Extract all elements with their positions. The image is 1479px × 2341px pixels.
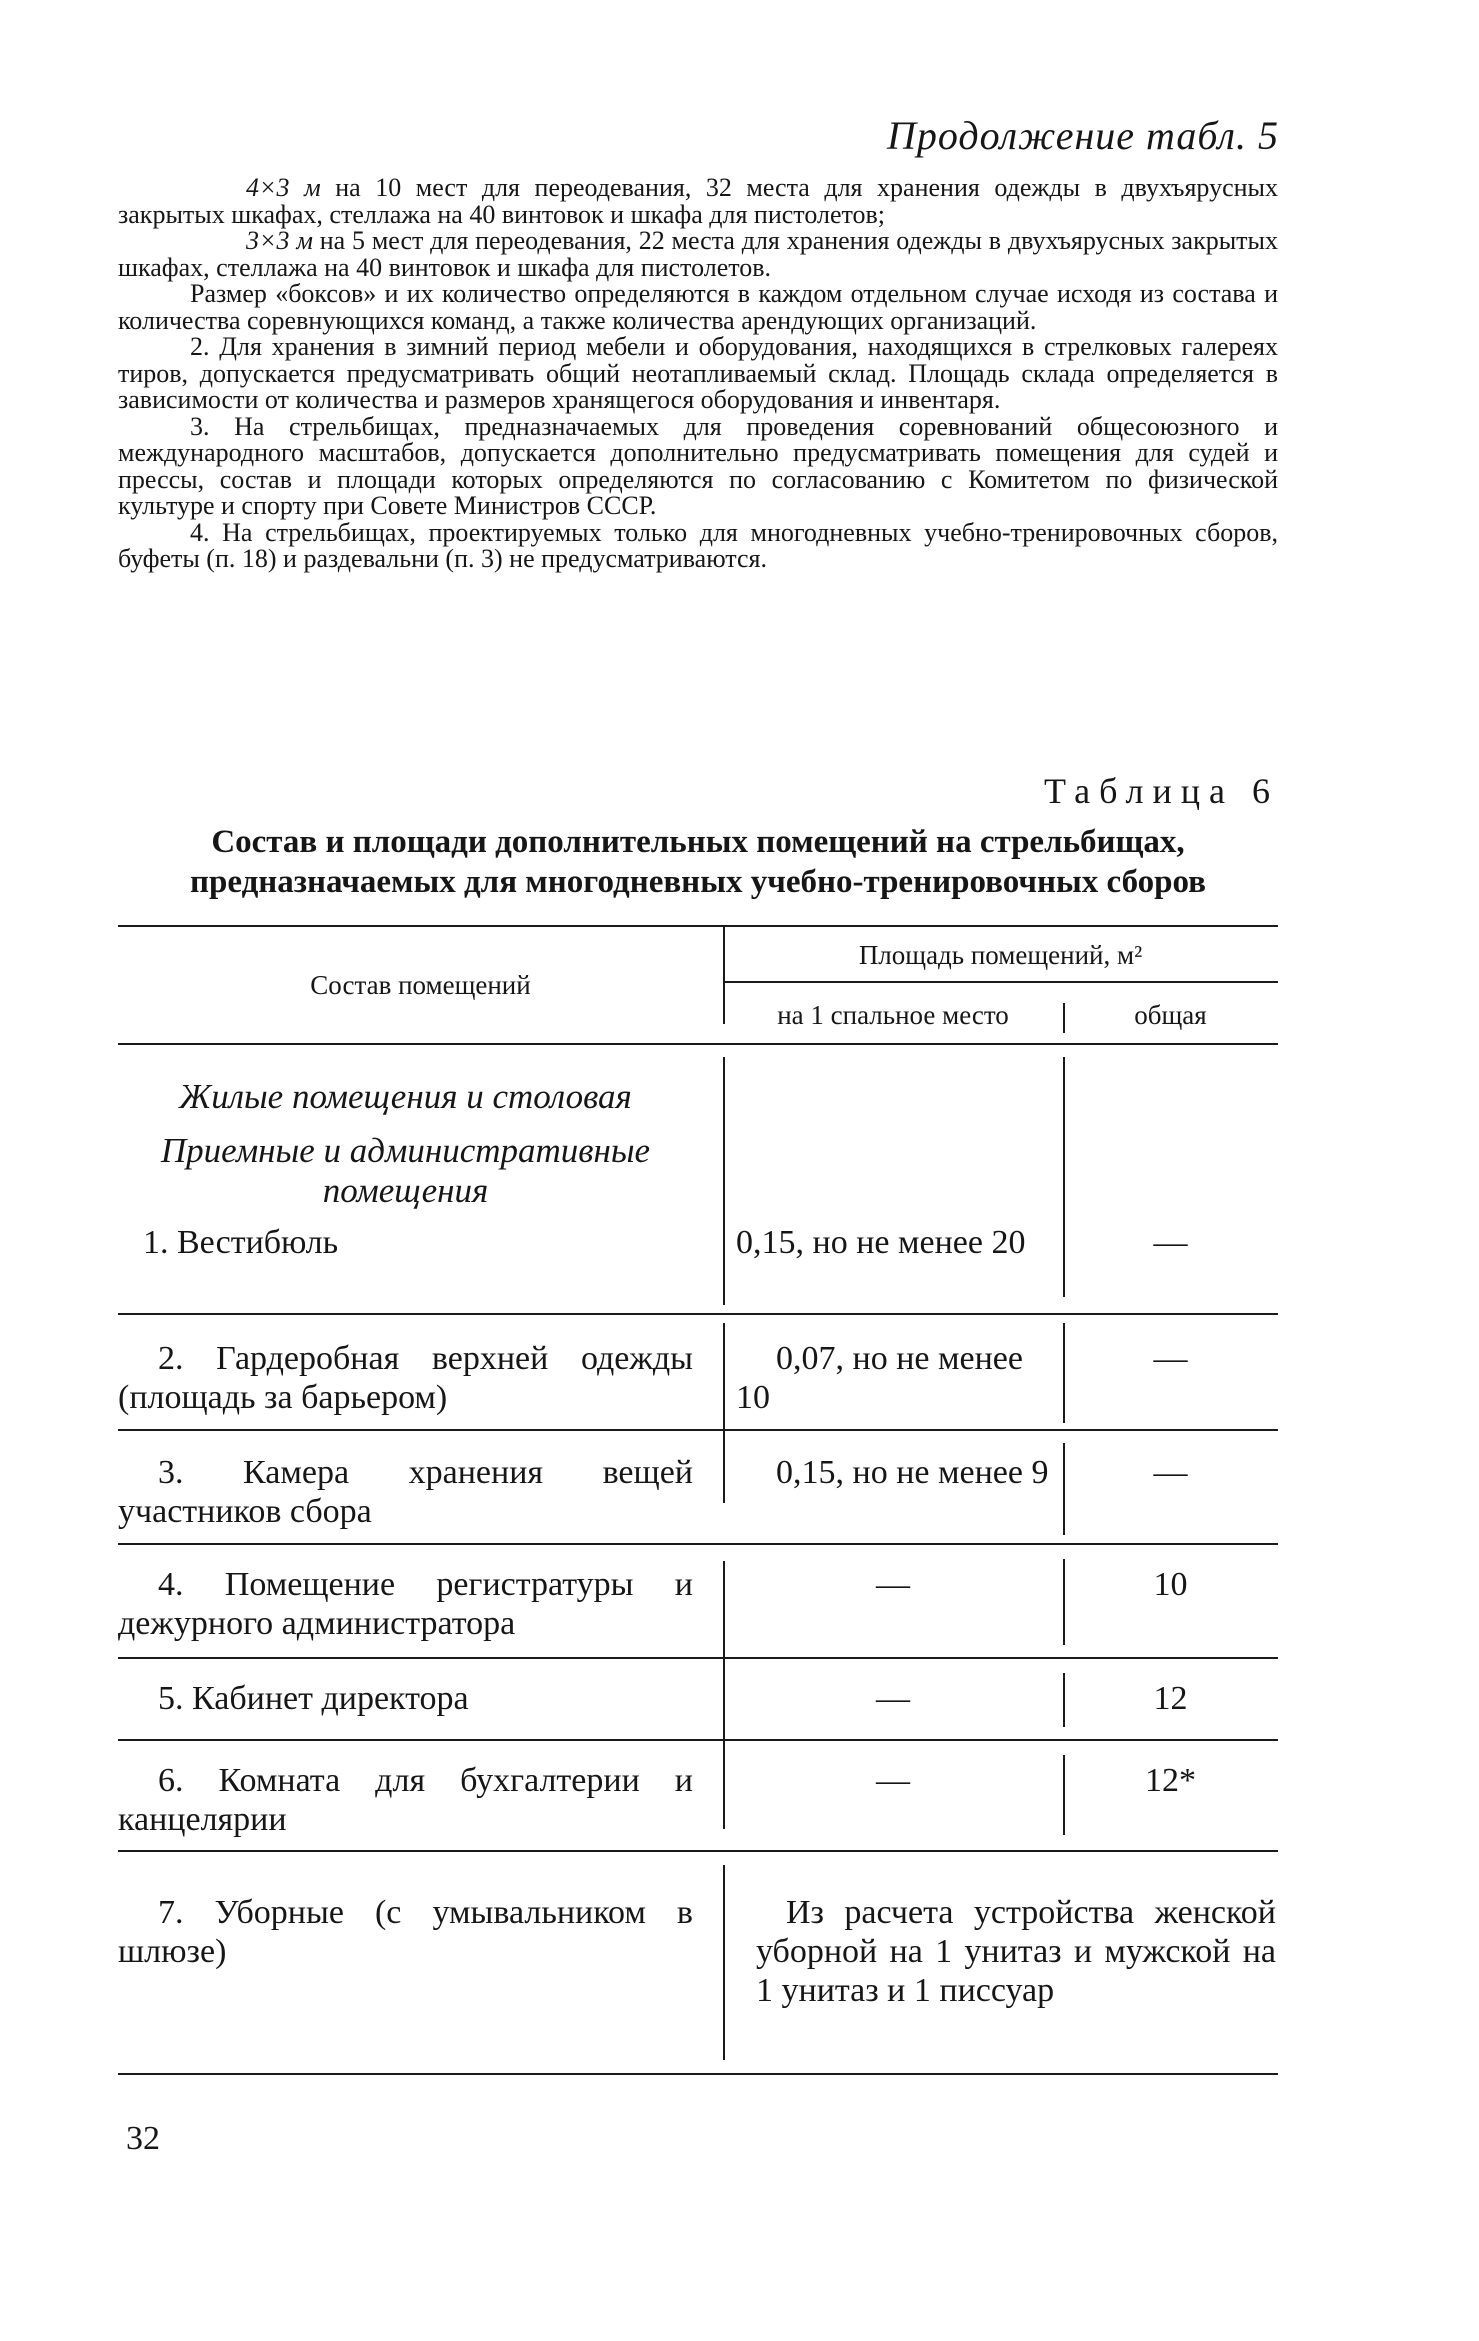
- area-total: —: [1153, 1454, 1188, 1491]
- rooms-table: [118, 925, 1278, 2075]
- note-paragraph: Размер «боксов» и их количество определяются в каждом отдельном случае исходя из состава и количества соревнующихся команд, а также количества арендующих организаций.: [118, 279, 1278, 335]
- table-notes: [118, 175, 1278, 573]
- note-paragraph: 4. На стрельбищах, проектируемых только для многодневных учебно-тренировочных сборов, буфеты (п. 18) и раздевальни (п. 3) не предусматриваются.: [118, 517, 1278, 573]
- room-name: 7. Уборные (с умывальником в шлюзе): [118, 1894, 693, 1970]
- row-divider: [118, 1313, 1278, 1315]
- column-rule: [723, 1323, 725, 1503]
- header-total: общая: [1134, 1000, 1207, 1030]
- header-group-rule: [723, 981, 1278, 983]
- column-rule: [723, 1057, 725, 1305]
- area-total: 10: [1153, 1566, 1188, 1603]
- header-per-place: на 1 спальное место: [777, 1000, 1009, 1030]
- table-bottom-rule: [118, 2073, 1278, 2075]
- header-bottom-rule: [118, 1043, 1278, 1045]
- area-total: 12*: [1145, 1762, 1196, 1799]
- note-paragraph: 2. Для хранения в зимний период мебели и оборудования, находящихся в стрелковых галереях тиров, допускается предусматривать общий неотапливаемый склад. Площадь склада определяется в зависимости от количества и размеров хранящегося оборудования и инвентаря.: [118, 332, 1278, 414]
- note-paragraph: 4×3 м на 10 мест для переодевания, 32 места для хранения одежды в двухъярусных закрытых шкафах, стеллажа на 40 винтовок и шкафа для пистолетов;: [118, 173, 1279, 229]
- area-per-place: 0,07, но не менее 10: [736, 1340, 1023, 1416]
- area-total: —: [1153, 1340, 1188, 1377]
- row-divider: [118, 1850, 1278, 1852]
- room-name: 4. Помещение регистратуры и дежурного администратора: [118, 1566, 693, 1642]
- room-size: 3×3 м: [246, 226, 313, 255]
- header-rooms: Состав помещений: [310, 970, 531, 1000]
- section-heading: Приемные и административные помещения: [160, 1131, 651, 1210]
- area-per-place: 0,15, но не менее 9: [776, 1454, 1049, 1491]
- table-number: Таблица 6: [1044, 771, 1279, 811]
- continuation-header: Продолжение табл. 5: [886, 113, 1279, 158]
- area-merged-note: Из расчета устройства женской уборной на 1 унитаз и мужской на 1 унитаз и 1 писсуар: [756, 1894, 1276, 2009]
- room-name: 5. Кабинет директора: [158, 1680, 469, 1717]
- page-number: 32: [126, 2120, 160, 2157]
- room-name: 6. Комната для бухгалтерии и канцелярии: [118, 1762, 693, 1838]
- row-divider: [118, 1429, 1278, 1431]
- area-per-place: —: [876, 1762, 910, 1799]
- area-per-place: —: [876, 1680, 910, 1717]
- row-divider: [118, 1543, 1278, 1545]
- area-per-place: 0,15, но не менее 20: [736, 1224, 1026, 1261]
- row-divider: [118, 1739, 1278, 1741]
- row-divider: [118, 1657, 1278, 1659]
- header-area-group: Площадь помещений, м²: [858, 940, 1143, 970]
- area-per-place: —: [876, 1566, 910, 1603]
- room-name: 2. Гардеробная верхней одежды (площадь за барьером): [118, 1340, 693, 1416]
- room-name: 1. Вестибюль: [143, 1224, 339, 1261]
- section-heading: Жилые помещения и столовая: [179, 1077, 632, 1116]
- table-title: Состав и площади дополнительных помещений на стрельбищах, предназначаемых для многодневных учебно-тренировочных сборов: [190, 824, 1206, 900]
- note-paragraph: 3. На стрельбищах, предназначаемых для проведения соревнований общесоюзного и международного масштабов, допускается дополнительно предусматривать помещения для судей и прессы, состав и площади которых определяются по согласованию с Комитетом по физической культуре и спорту при Совете Министров СССР.: [118, 411, 1278, 520]
- area-total: 12: [1153, 1680, 1188, 1717]
- room-size: 4×3 м: [246, 173, 321, 202]
- table-top-rule: [118, 925, 1278, 927]
- room-name: 3. Камера хранения вещей участников сбора: [118, 1454, 693, 1530]
- area-total: —: [1153, 1224, 1188, 1261]
- note-paragraph: 3×3 м на 5 мест для переодевания, 22 места для хранения одежды в двухъярусных закрытых шкафах, стеллажа на 40 винтовок и шкафа для пистолетов.: [118, 226, 1278, 282]
- column-rule: [723, 1865, 725, 2060]
